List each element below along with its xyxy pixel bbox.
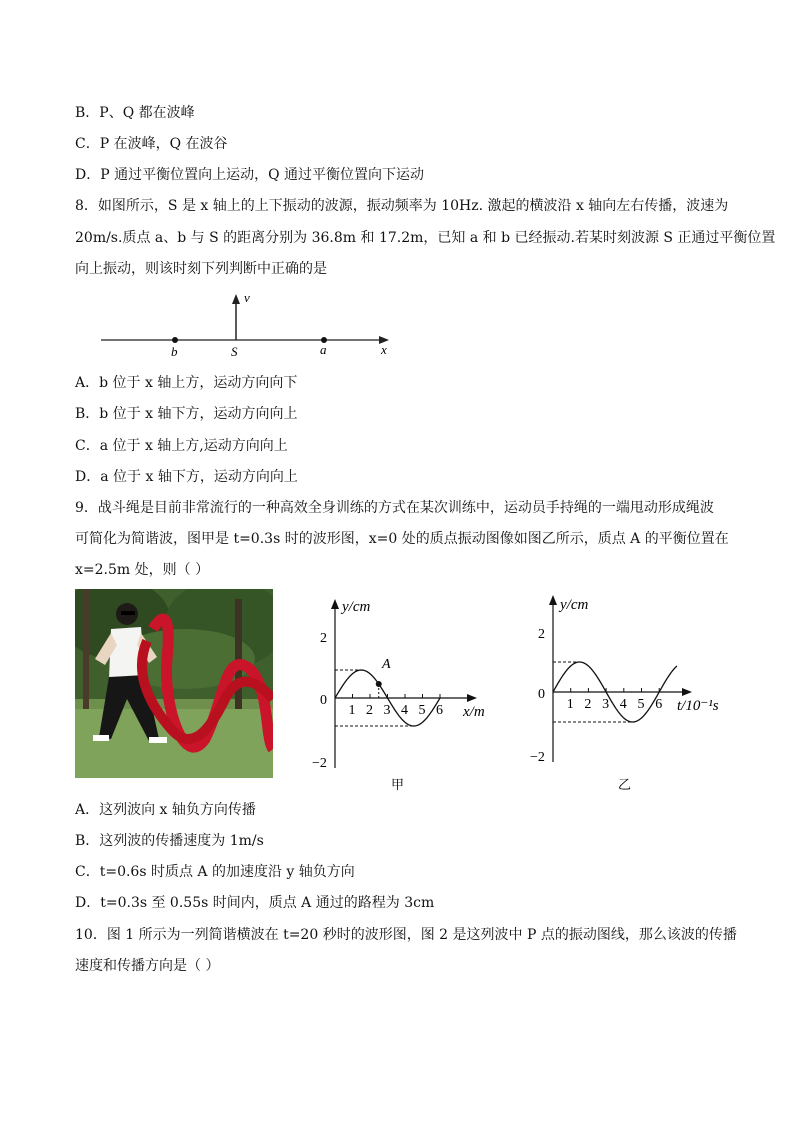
- q9-option-d: D．t=0.3s 至 0.55s 时间内，质点 A 通过的路程为 3cm: [75, 895, 435, 911]
- jia-ylabel: y/cm: [342, 599, 371, 615]
- jia-tick-label-5: 5: [418, 703, 426, 718]
- x-label: x: [381, 342, 387, 357]
- q8-stem-line3: 向上振动，则该时刻下列判断中正确的是: [75, 261, 327, 277]
- jia-tick-label-3: 3: [383, 703, 391, 718]
- jia-ytick-2: 2: [320, 631, 327, 646]
- q8-option-d: D．a 位于 x 轴下方，运动方向向上: [75, 469, 298, 485]
- yi-x-arrow: [682, 688, 692, 696]
- graph-jia: [300, 592, 500, 797]
- q9-stem-line1: 9．战斗绳是目前非常流行的一种高效全身训练的方式在某次训练中，运动员手持绳的一端甩动形成绳波: [75, 500, 714, 516]
- q9-option-c: C．t=0.6s 时质点 A 的加速度沿 y 轴负方向: [75, 864, 355, 880]
- battle-rope-photo: [75, 589, 273, 778]
- jia-x-arrow: [467, 694, 477, 702]
- q9-option-a: A．这列波向 x 轴负方向传播: [75, 802, 256, 818]
- yi-ylabel: y/cm: [560, 597, 589, 613]
- jia-ytick-0: 0: [320, 693, 327, 708]
- yi-tick-label-5: 5: [637, 697, 645, 712]
- q8-option-b: B．b 位于 x 轴下方，运动方向向上: [75, 406, 298, 422]
- v-label: v: [244, 290, 250, 305]
- q9-option-b: B．这列波的传播速度为 1m/s: [75, 833, 264, 849]
- s-label: S: [231, 344, 238, 359]
- q7-option-c: C．P 在波峰，Q 在波谷: [75, 136, 228, 152]
- a-label: a: [320, 342, 327, 357]
- yi-y-arrow: [549, 595, 557, 605]
- jia-ytick-neg2: −2: [312, 756, 327, 771]
- jia-tick-label-2: 2: [366, 703, 373, 718]
- jia-point-a-label: A: [382, 657, 391, 672]
- jia-point-a: [376, 681, 382, 687]
- q8-option-c: C．a 位于 x 轴上方,运动方向向上: [75, 438, 288, 454]
- jia-xlabel: x/m: [463, 704, 485, 720]
- q10-stem-line2: 速度和传播方向是（ ）: [75, 958, 220, 974]
- jia-tick-label-1: 1: [348, 703, 356, 718]
- jia-tick-label-6: 6: [436, 703, 443, 718]
- point-b: [172, 337, 178, 343]
- yi-caption: 乙: [618, 777, 632, 792]
- q7-option-b: B．P、Q 都在波峰: [75, 105, 195, 121]
- q7-option-d: D．P 通过平衡位置向上运动，Q 通过平衡位置向下运动: [75, 167, 425, 183]
- q8-figure: [95, 288, 400, 363]
- b-label: b: [171, 344, 178, 359]
- yi-ytick-2: 2: [538, 627, 545, 642]
- yi-tick-label-6: 6: [655, 697, 663, 712]
- yi-ytick-neg2: −2: [530, 750, 545, 765]
- yi-tick-label-2: 2: [584, 697, 592, 712]
- q8-stem-line2: 20m/s.质点 a、b 与 S 的距离分别为 36.8m 和 17.2m，已知 a 和 b 已经振动.若某时刻波源 S 正通过平衡位置: [75, 230, 776, 246]
- q10-stem-line1: 10．图 1 所示为一列简谐横波在 t=20 秒时的波形图，图 2 是这列波中 P 点的振动图线，那么该波的传播: [75, 927, 737, 943]
- q9-stem-line3: x=2.5m 处，则（ ）: [75, 562, 210, 578]
- yi-tick-label-4: 4: [619, 697, 627, 712]
- jia-y-arrow: [331, 599, 339, 609]
- q8-stem-line1: 8．如图所示，S 是 x 轴上的上下振动的波源，振动频率为 10Hz. 激起的横波沿 x 轴向左右传播，波速为: [75, 198, 729, 214]
- yi-ytick-0: 0: [538, 687, 545, 702]
- graph-yi: [520, 592, 735, 797]
- yi-tick-label-3: 3: [602, 697, 610, 712]
- yi-tick-label-1: 1: [566, 697, 574, 712]
- jia-caption: 甲: [391, 777, 405, 792]
- q9-stem-line2: 可简化为简谐波，图甲是 t=0.3s 时的波形图，x=0 处的质点振动图像如图乙所示，质点 A 的平衡位置在: [75, 531, 729, 547]
- yi-xlabel: t/10⁻¹s: [677, 698, 719, 714]
- jia-tick-label-4: 4: [401, 703, 408, 718]
- q8-option-a: A．b 位于 x 轴上方，运动方向向下: [75, 375, 298, 391]
